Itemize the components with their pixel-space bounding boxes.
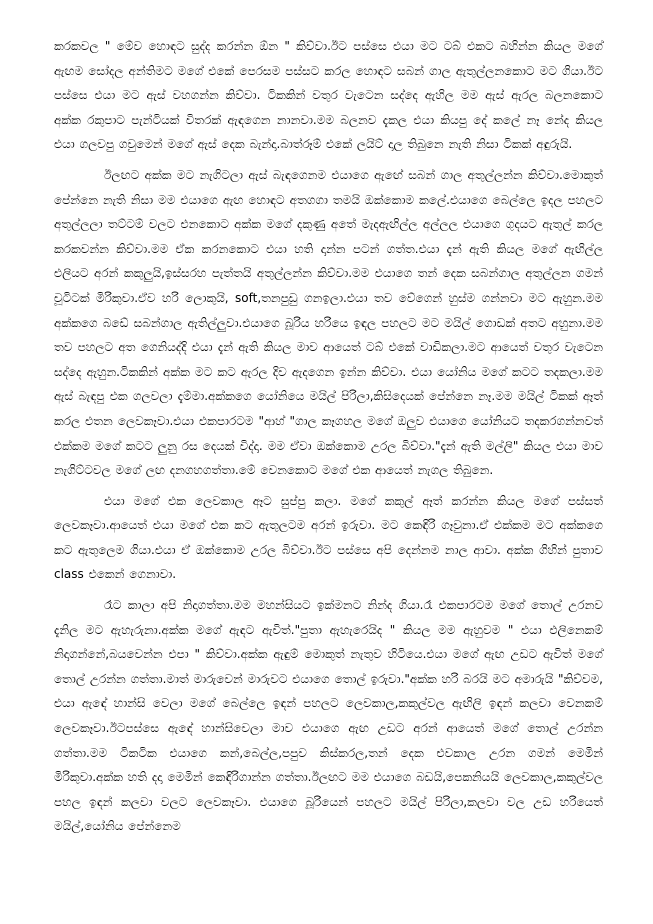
- paragraph: කරකවල " මේව හොඳට සුද්ද කරන්න ඕන " කිව්වා.ඊට පස්සෙ එයා මට ටබ් එකට බහින්න කියල මගේ ඇඟම සෝදල අන්තිමට මගේ එකේ පෙරසම පස්සට කරල හොඳට සබන් ගාල ඇතුල්ලනකොට මට ගියා.ඊට පස්සෙ එයා මට ඇස් වහගන්න කිව්වා. ටිකකින් වතුර වැටෙන සද්දෙ ඇහිල මම ඇස් ඇරල බලනකොට අක්ක රකුපාට පැන්ටියක් විතරක් ඇඳගෙන නානවා.මම බලනව දැකල එයා කියපු දේ කලේ නෑ නේද කියල එයා ගලවපු ගවුමෙන් මගේ ඇස් දෙක බැන්දා.බාත්රූම් එකේ ලයිට් දාල තිබුනෙ නැති නිසා ටිකක් අඳුරුයි.: [54, 39, 603, 152]
- paragraph: රෑට කාලා අපි නිදාගත්තා.මම මහන්සියට ඉක්මනට නින්ද ගියා.රෑ එකපාරටම මගේ තොල් උරනව දැනිල මට ඇහැරුනා.අක්ක මගේ ඇඳට ඇවිත්."පුතා ඇහැරෙයිද " කියල මම ඇහුවම " එයා ඵලිනෙකම් නිදාගන්නේ,බයවෙන්න එපා " කිව්වා.අක්ක ඇඳුම් මොකුත් නැතුව හිටියෙ.එයා මගේ ඇඟ උඩට ඇවිත් මගේ තොල් උරන්න ගත්තා.මාත් මාරුවෙන් මාරුවට එයාගෙ තොල් ඉරුවා."අක්ක හරි බරයි මට අමාරුයි "කිව්වම, එයා ඇඳේ හාන්සි වෙලා මගේ බෙල්ලෙ ඉඳන් පහලට ලෙවකාල,කකුල්වල ඇඟිලි ඉඳන් කලවා වෙනකම් ලෙවකෑවා.ඊටපස්සෙ ඇඳේ හාන්සිවෙලා මාව එයාගෙ ඇඟ උඩට අරන් ආයෙත් මගේ තොල් උරන්න ගත්තා.මම ටිකටික එයාගෙ කන්,බෙල්ල,පපුව කිස්කරල,තන් දෙක ළුවකාල උරන ගමන් මෙමින් මිරිකුවා.අක්ක හති දදා මෙමින් කෙඳිරිගාන්න ගත්තා.ඊලඟට මම එයාගෙ බඩයි,පෙකනියයි ලෙවකාල,කකුල්වල පහල ඉඳන් කලවා වලට ලෙවකෑවා. එයාගෙ බූරියෙන් පහලට මයිල් පිරිලා,කලවා වල උඩ හරියෙත් මයිල්,යෝනිය පේන්නෙම: [54, 598, 603, 834]
- paragraph: ඊලඟට අක්ක මට නැගිටලා ඇස් බැඳගෙනම එයාගෙ ඇඟේ සබන් ගාල අතුල්ලන්න කිව්වා.මොකුත් පේන්නෙ නැති නිසා මම එයාගෙ ඇඟ හොඳට අතගගා තමයි ඔක්කොම කලේ.එයාගෙ බෙල්ලෙ ඉදල පහලට අතුල්ලලා තට්ටම් වලට එනකොට අක්ක මගේ දකුණු අතේ මැදඇඟිල්ල අල්ලල එයාගෙ ගුදයට ඇතුල් කරල කරකවන්න කිව්වා.මම ඒක කරනකොට එයා හති දාන්න පටන් ගත්ත.එයා දැන් ඇති කියල මගේ ඇඟිල්ල එලියට අරන් කකුලුයි,ඉස්සරහ පැත්තයි අතුල්ලන්න කිව්වා.මම එයාගෙ තන් දෙක සබන්ගාල අතුල්ලන ගමන් චූටිටක් මිරිකුවා.ඒව හරි ලොකුයි, soft,තනපුඩු ගනඉලා.එයා තව වේගෙන් හුස්ම ගන්නවා මට ඇහුන.මම අක්කගෙ බඩේ සබන්ගාල ඇතිල්ලුවා.එයාගෙ බූරිය හරියෙ ඉඳල පහලට මට මයිල් ගොඩක් අතට අහුනා.මම තව පහලට අත ගෙනියද්දි එයා දැන් ඇති කියල මාව ආයෙත් ටබ් එකේ වාඩිකලා.මට ආයෙත් වතුර වැටෙන සද්දෙ ඇහුන.ටිකකින් අක්ක මට කට ඇරල දිව ඇදගෙන ඉන්න කිව්වා. එයා යෝනිය මගේ කටට තදකලා.මම ඇස් බැඳපු එක ගලවලා දැම්මා.අක්කගෙ යෝනියෙ මයිල් පිරිලා,කිසිදෙයක් පේන්නෙ නෑ.මම මයිල් ටිකක් ඈත් කරල එතන ලෙවකෑවා.එයා එකපාරටම "ආහ් "ගාල කෑගහල මගේ ඔලුව එයාගෙ යෝනියට තදකරගන්නවත් එක්කම මගේ කටට ලුනු රස දෙයක් විද්දා. මම ඒවා ඔක්කොම උරල බිව්වා."දැන් ඇති මල්ලි" කියල එයා මාව නැගිට්ටවල මගේ ලඟ දනගහගත්තා.මේ වෙනකොට මගේ එක ආයෙත් නැගල තිබුනෙ.: [54, 167, 603, 478]
- paragraph: එයා මගේ එක ලෙවකාල ඈට සුප්පු කලා. මගේ කකුල් ඈත් කරන්න කියල මගේ පස්සත් ලෙවකෑවා.ආයෙත් එයා මගේ එක කට ඇතුලටම අරන් ඉරුවා. මට කෙඳිරි ගෑවුනා.ඒ එක්කම මට අක්කගෙ කට ඇතුලෙම ගියා.එයා ඒ ඔක්කොම උරල බිව්වා.ඊට පස්සෙ අපි දෙන්නම නාල ආවා. අක්ක ගිහින් පුතාව class එකෙන් ගෙනාවා.: [54, 493, 603, 582]
